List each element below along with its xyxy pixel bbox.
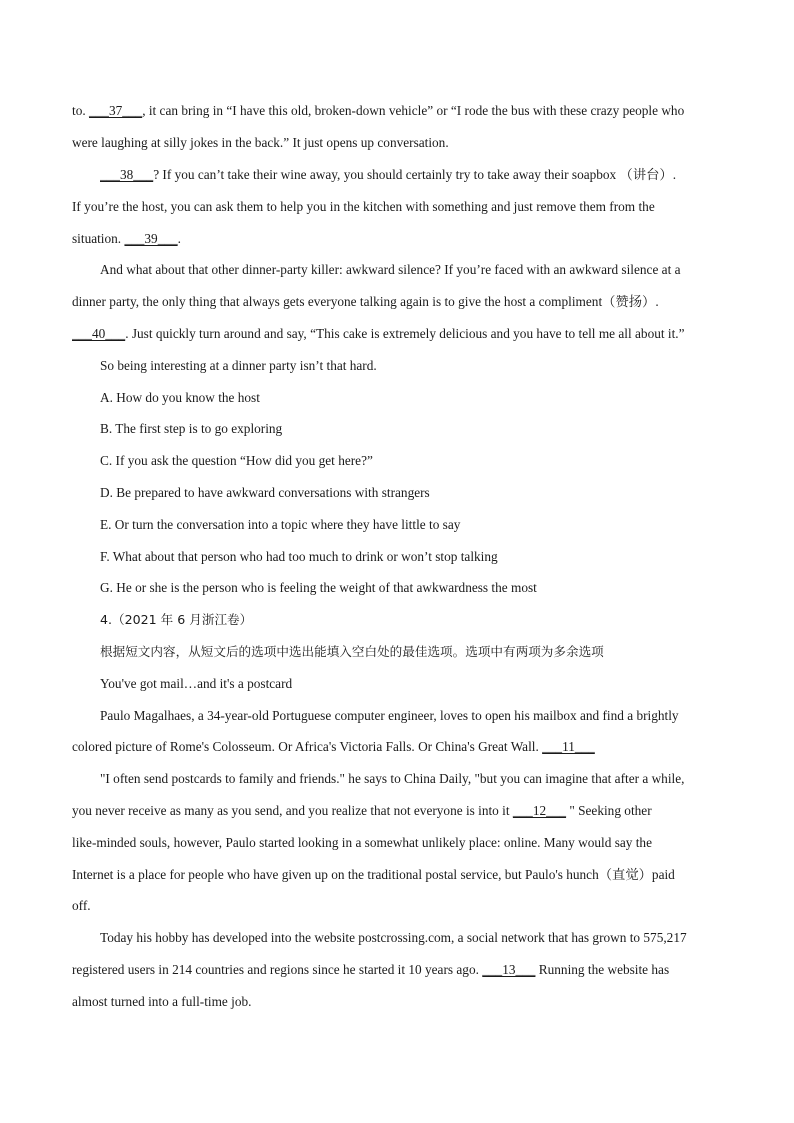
- text: colored picture of Rome's Colosseum. Or Africa's Victoria Falls. Or China's Great Wall.: [72, 739, 543, 754]
- blank-13: ___13___: [482, 962, 536, 977]
- blank-12: ___12___: [512, 803, 567, 818]
- paragraph-2-line-2: If you’re the host, you can ask them to help you in the kitchen with something and just remove them from the: [72, 199, 655, 214]
- blank-39: ___39___: [124, 231, 178, 246]
- article-p2-line-2: [72, 803, 722, 819]
- text: .: [177, 231, 181, 246]
- text: to.: [72, 103, 89, 118]
- blank-40: ___40___: [72, 326, 126, 341]
- text: registered users in 214 countries and regions since he started it 10 years ago.: [72, 962, 483, 977]
- option-b: B. The first step is to go exploring: [100, 421, 283, 436]
- article-p2-line-5: off.: [72, 898, 91, 913]
- option-g: G. He or she is the person who is feeling the weight of that awkwardness the most: [100, 580, 537, 595]
- blank-37: ___37___: [89, 103, 143, 118]
- blank-11: ___11___: [542, 739, 595, 754]
- option-f: F. What about that person who had too much to drink or won’t stop talking: [100, 549, 498, 564]
- paragraph-1-line-1: [72, 103, 722, 119]
- option-c: C. If you ask the question “How did you get here?”: [100, 453, 373, 468]
- paragraph-1-line-2: were laughing at silly jokes in the back.” It just opens up conversation.: [72, 135, 449, 150]
- text: situation.: [72, 231, 125, 246]
- paragraph-3-line-1: And what about that other dinner-party killer: awkward silence? If you’re faced with an awkward silence at a: [100, 262, 681, 277]
- text: you never receive as many as you send, and you realize that not everyone is into it: [72, 803, 513, 818]
- option-e: E. Or turn the conversation into a topic where they have little to say: [100, 517, 461, 532]
- paragraph-4: So being interesting at a dinner party isn’t that hard.: [100, 358, 377, 373]
- paragraph-2-line-1: [100, 167, 722, 183]
- text: Running the website has: [535, 962, 670, 977]
- paragraph-3-line-2: dinner party, the only thing that always gets everyone talking again is to give the host a compliment（赞扬）.: [72, 294, 659, 309]
- instruction: 根据短文内容，从短文后的选项中选出能填入空白处的最佳选项。选项中有两项为多余选项: [100, 644, 604, 659]
- article-p3-line-3: almost turned into a full-time job.: [72, 994, 252, 1009]
- article-p3-line-2: [72, 962, 722, 978]
- article-p2-line-1: "I often send postcards to family and friends." he says to China Daily, "but you can imagine that after a while,: [100, 771, 685, 786]
- option-a: A. How do you know the host: [100, 390, 260, 405]
- article-p1-line-1: Paulo Magalhaes, a 34-year-old Portuguese computer engineer, loves to open his mailbox and find a brightly: [100, 708, 679, 723]
- paragraph-3-line-3: [72, 326, 722, 342]
- article-p1-line-2: [72, 739, 722, 755]
- article-p2-line-3: like-minded souls, however, Paulo started looking in a somewhat unlikely place: online. Many would say the: [72, 835, 652, 850]
- option-d: D. Be prepared to have awkward conversations with strangers: [100, 485, 430, 500]
- article-p2-line-4: Internet is a place for people who have given up on the traditional postal service, but Paulo's hunch（直觉）paid: [72, 867, 675, 882]
- paragraph-2-line-3: [72, 231, 722, 247]
- text: ? If you can’t take their wine away, you should certainly try to take away their soapbox （讲台）.: [153, 167, 677, 182]
- article-p3-line-1: Today his hobby has developed into the website postcrossing.com, a social network that has grown to 575,217: [100, 930, 687, 945]
- section-heading: 4.（2021 年 6 月浙江卷）: [100, 612, 253, 627]
- blank-38: ___38___: [100, 167, 154, 182]
- text: " Seeking other: [566, 803, 652, 818]
- text: , it can bring in “I have this old, broken-down vehicle” or “I rode the bus with these crazy people who: [142, 103, 685, 118]
- text: . Just quickly turn around and say, “This cake is extremely delicious and you have to tell me all about it.”: [125, 326, 685, 341]
- article-title: You've got mail…and it's a postcard: [100, 676, 293, 691]
